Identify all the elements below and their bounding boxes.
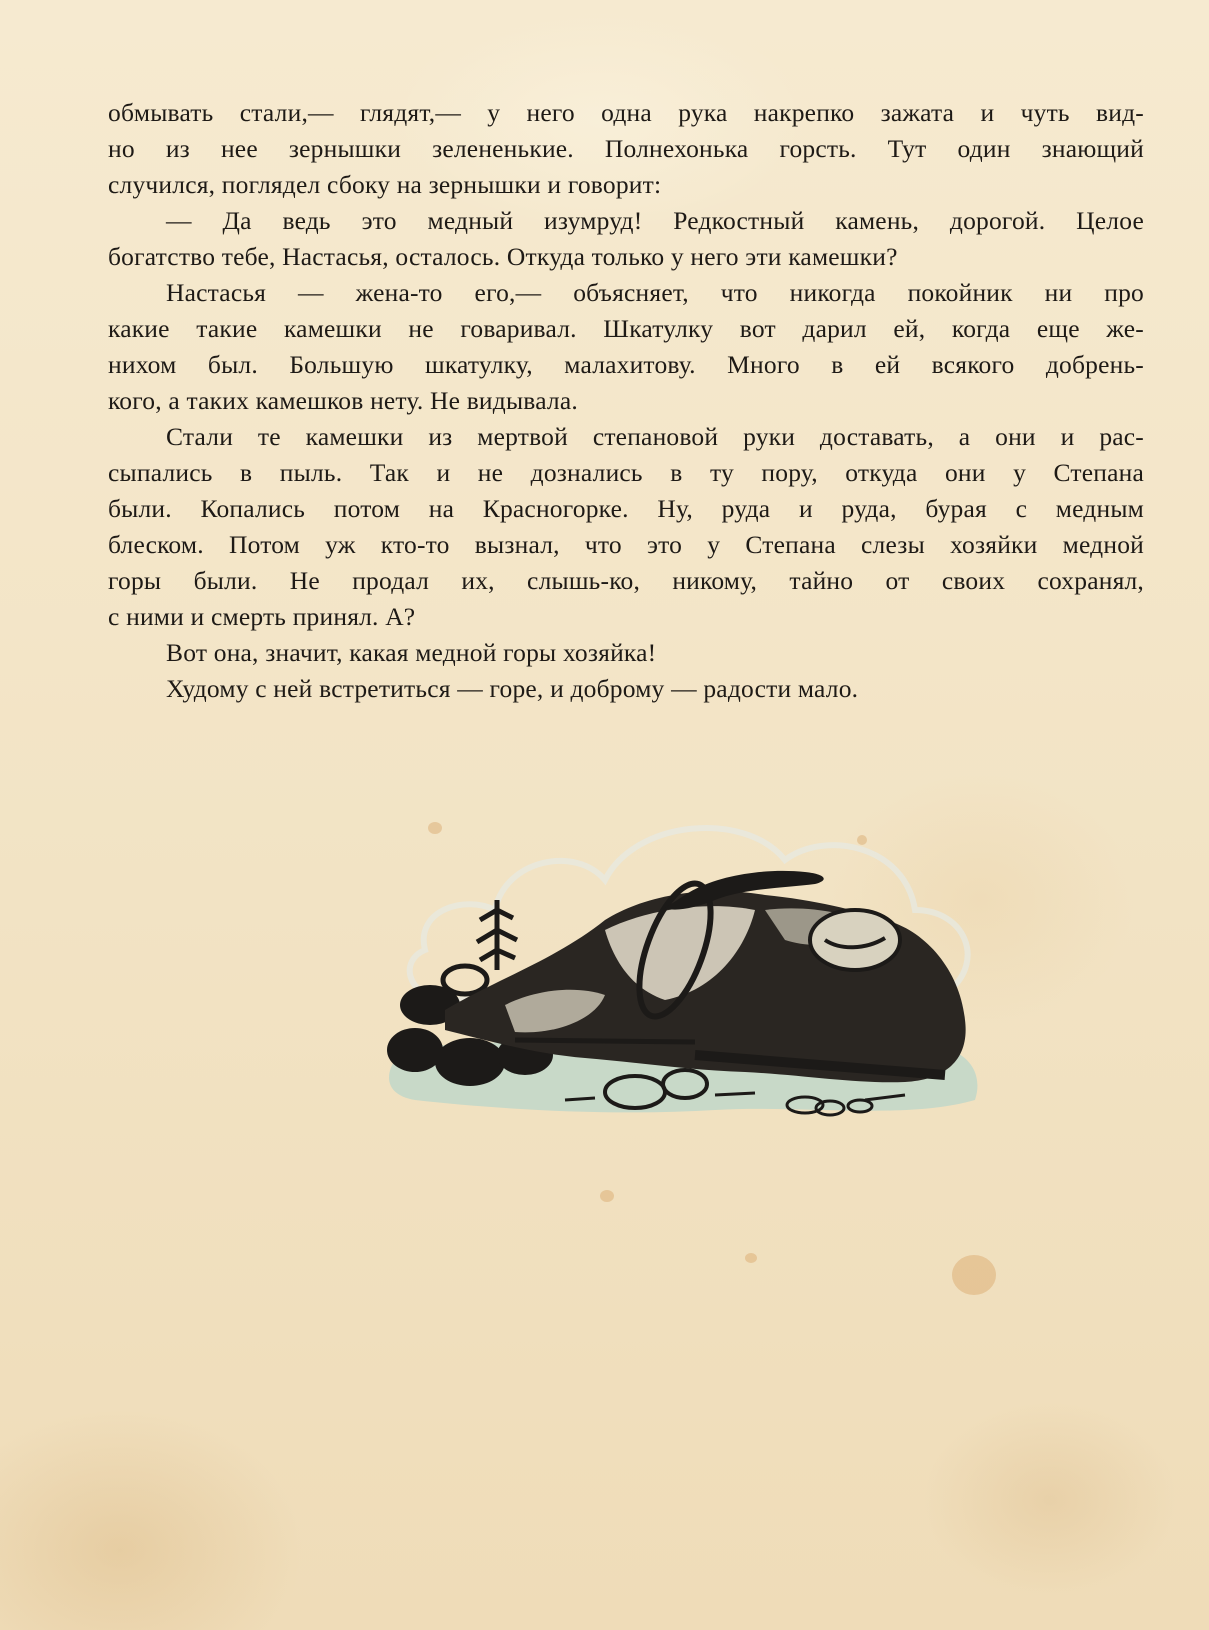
text-line: горы были. Не продал их, слышь-ко, никому, тайно от своих сохранял, xyxy=(108,566,1144,595)
text-line: — Да ведь это медный изумруд! Редкостный камень, дорогой. Целое xyxy=(166,206,1144,235)
text-line: сыпались в пыль. Так и не дознались в ту пору, откуда они у Степана xyxy=(108,458,1144,487)
text-line: Вот она, значит, какая медной горы хозяйка! xyxy=(166,638,657,667)
text-line: кого, а таких камешков нету. Не видывала. xyxy=(108,386,578,415)
sleeping-man-with-lizard-illustration xyxy=(385,800,1005,1180)
text-line: какие такие камешки не говаривал. Шкатулку вот дарил ей, когда еще же- xyxy=(108,314,1144,343)
paper-stain xyxy=(952,1255,996,1295)
text-line: но из нее зернышки зелененькие. Полнехонька горсть. Тут один знающий xyxy=(108,134,1144,163)
text-line: нихом был. Большую шкатулку, малахитову. Много в ей всякого добрень- xyxy=(108,350,1144,379)
text-line: Худому с ней встретиться — горе, и доброму — радости мало. xyxy=(166,674,859,703)
text-line: обмывать стали,— глядят,— у него одна рука накрепко зажата и чуть вид- xyxy=(108,98,1144,127)
paper-stain xyxy=(600,1190,614,1202)
text-line: с ними и смерть принял. А? xyxy=(108,602,416,631)
text-line: блеском. Потом уж кто-то вызнал, что это у Степана слезы хозяйки медной xyxy=(108,530,1144,559)
paper-stain xyxy=(745,1253,757,1263)
text-line: Стали те камешки из мертвой степановой руки доставать, а они и рас- xyxy=(166,422,1144,451)
fir-tree xyxy=(477,900,517,970)
text-line: случился, поглядел сбоку на зернышки и говорит: xyxy=(108,170,662,199)
text-line: богатство тебе, Настасья, осталось. Откуда только у него эти камешки? xyxy=(108,242,898,271)
story-text xyxy=(108,95,1144,707)
text-line: были. Копались потом на Красногорке. Ну, руда и руда, бурая с медным xyxy=(108,494,1144,523)
text-line: Настасья — жена-то его,— объясняет, что никогда покойник ни про xyxy=(166,278,1144,307)
